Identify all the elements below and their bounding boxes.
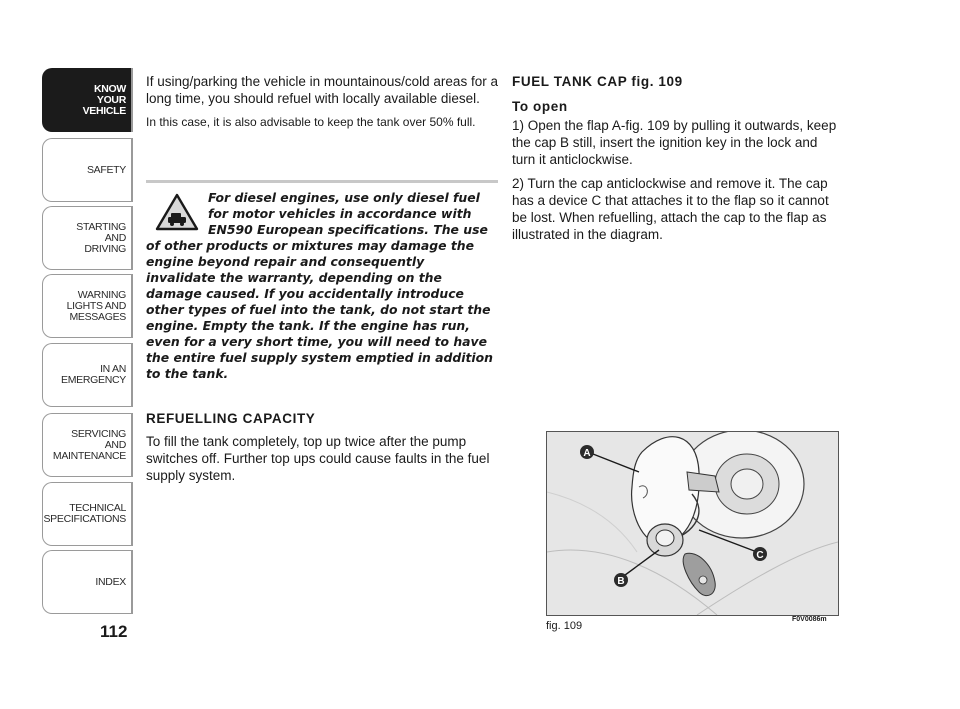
figure-code: F0V0086m [792,616,827,623]
chapter-tab-label: SERVICING [71,427,126,440]
refuelling-heading: REFUELLING CAPACITY [146,411,316,426]
chapter-tab-label: LIGHTS AND [66,299,126,312]
chapter-tab-label: DRIVING [84,242,126,255]
chapter-tab[interactable] [42,482,132,546]
fuel-cap-figure [546,431,839,616]
chapter-tab-label: SAFETY [86,163,126,176]
label-b [614,573,628,587]
chapter-tab-label: INDEX [95,575,126,588]
chapter-tab-label: MESSAGES [69,310,126,323]
chapter-tab-label: MAINTENANCE [52,449,126,462]
chapter-tab-label: WARNING [77,288,126,301]
chapter-tab-label: IN AN [100,363,126,375]
label-c [753,547,767,561]
chapter-tab[interactable] [42,343,132,407]
warning-box [146,190,498,382]
warning-divider [146,180,498,183]
chapter-tab[interactable] [42,68,132,132]
left-column [146,73,498,130]
chapter-tab[interactable] [42,274,132,338]
svg-text:B: B [617,576,625,587]
chapter-tab-label: AND [104,231,126,244]
chapter-tab[interactable] [42,413,132,477]
chapter-tab[interactable] [42,206,132,270]
chapter-tab[interactable] [42,550,132,614]
chapter-tab-label: EMERGENCY [61,374,126,386]
fuel-cap-heading: FUEL TANK CAP fig. 109 [512,74,683,89]
chapter-tab-label: STARTING [76,220,126,233]
intro-text: If using/parking the vehicle in mountainous/cold areas for a long time, you should refuel with locally available diesel. [146,74,498,106]
chapter-tab-label: KNOW [93,82,126,95]
chapter-tab-label: VEHICLE [82,104,126,117]
refuelling-body: To fill the tank completely, top up twice after the pump switches off. Further top ups could cause faults in the fuel supply system. [146,434,490,483]
fuel-cap-illustration [547,432,838,615]
svg-text:C: C [756,550,764,561]
chapter-tab-label: TECHNICAL [69,502,126,514]
figure-caption: fig. 109 [546,620,583,632]
chapter-tab-label: SPECIFICATIONS [43,513,126,525]
intro-note: In this case, it is also advisable to keep the tank over 50% full. [146,115,476,129]
chapter-tab-label: AND [104,438,126,451]
warning-triangle-icon [154,192,200,232]
right-column [512,73,840,250]
step-1: 1) Open the flap A-fig. 109 by pulling it outwards, keep the cap B still, insert the ignition key in the lock and turn it anticlockwise. [512,118,837,167]
to-open-heading: To open [512,99,568,114]
step-2: 2) Turn the cap anticlockwise and remove it. The cap has a device C that attaches it to the flap so it cannot be lost. When refuelling, attach the cap to the flap as illustrated in the diagram. [512,176,829,242]
warning-text: For diesel engines, use only diesel fuel for motor vehicles in accordance with EN590 European specifications. The use of other products or mixtures may damage the engine beyond repair and consequently invalidate the warranty, depending on the damage caused. If you accidentally introduce other types of fuel into the tank, do not start the engine. Empty the tank. If the engine has run, even for a very short time, you will need to have the entire fuel supply system emptied in addition to the tank. [146,190,493,381]
chapter-tab[interactable] [42,138,132,202]
svg-text:A: A [583,448,591,459]
chapter-tab-label: YOUR [96,93,126,106]
page-number: 112 [100,622,128,641]
label-a [580,445,594,459]
